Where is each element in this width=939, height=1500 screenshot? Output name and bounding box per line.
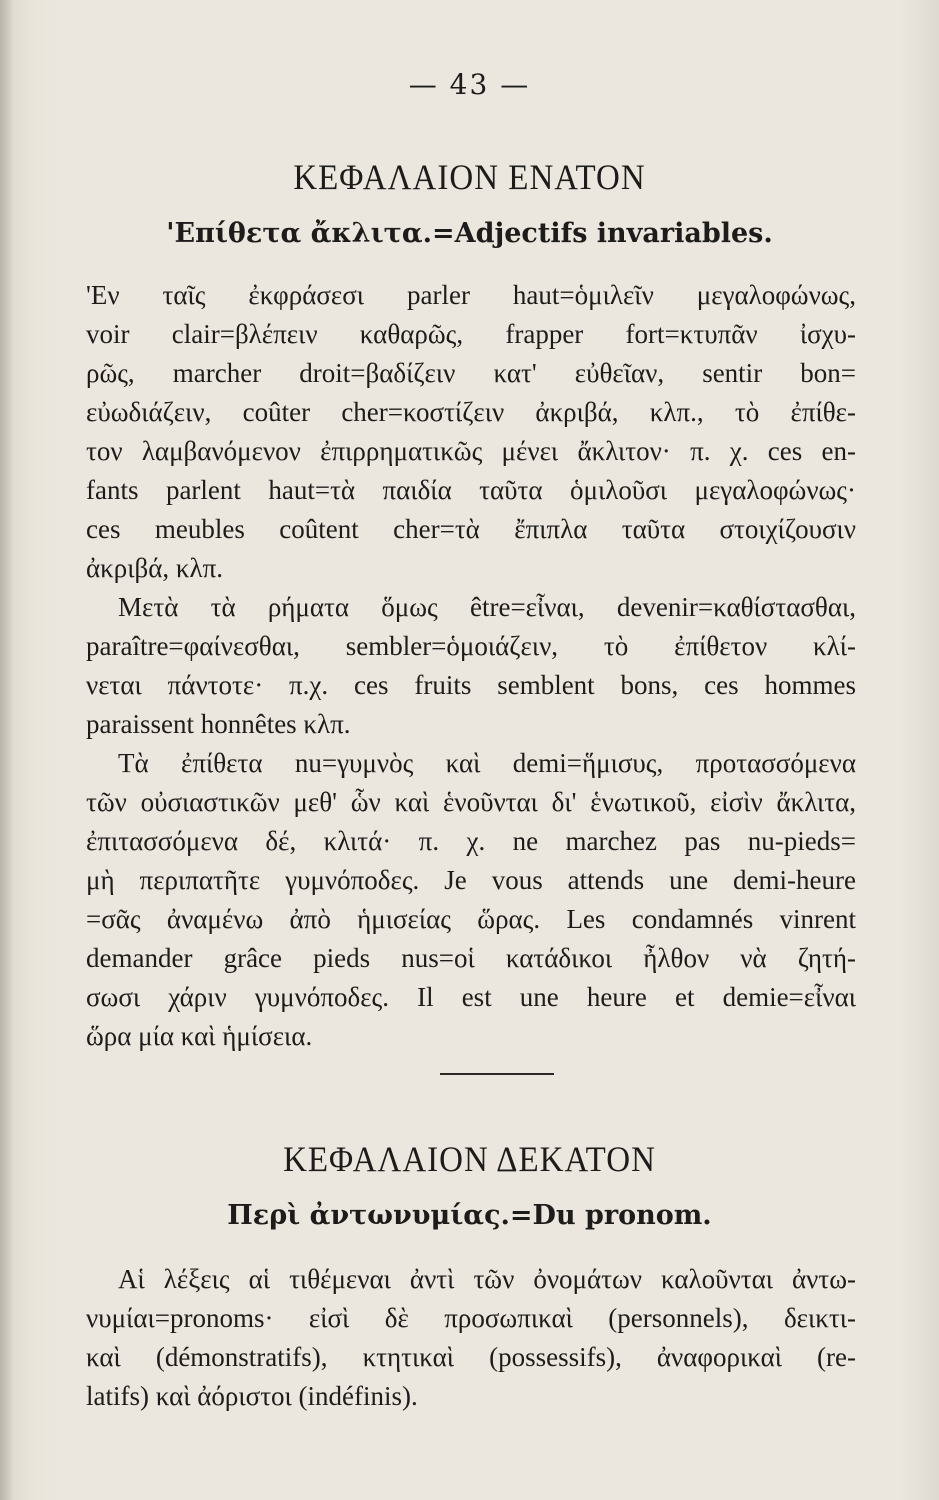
section-divider xyxy=(440,1073,554,1075)
text-line: fants parlent haut=τὰ παιδία ταῦτα ὁμιλοῦσι μεγαλοφώνως· xyxy=(86,475,856,505)
text-line: τῶν οὐσιαστικῶν μεθ' ὧν καὶ ἑνοῦνται δι' ἑνωτικοῦ, εἰσὶν ἄκλιτα, xyxy=(86,787,856,817)
text-line: latifs) καὶ ἀόριστοι (indéfinis). xyxy=(86,1381,418,1411)
chapter-10-title: ΚΕΦΑΛΑΙΟΝ ΔΕΚΑΤΟΝ xyxy=(283,1140,656,1180)
text-line: 'Εν ταῖς ἐκφράσεσι parler haut=ὁμιλεῖν μεγαλοφώνως, xyxy=(86,280,856,310)
text-line: demander grâce pieds nus=οἱ κατάδικοι ἦλθον νὰ ζητή- xyxy=(86,943,856,973)
text-line: ὥρα μία καὶ ἡμίσεια. xyxy=(86,1021,313,1051)
text-line: σωσι χάριν γυμνόποδες. Il est une heure et demie=εἶναι xyxy=(86,982,856,1012)
text-line: ces meubles coûtent cher=τὰ ἔπιπλα ταῦτα στοιχίζουσιν xyxy=(86,514,856,544)
text-line: paraître=φαίνεσθαι, sembler=ὁμοιάζειν, τὸ ἐπίθετον κλί- xyxy=(86,631,856,661)
text-line: ἀκριβά, κλπ. xyxy=(86,553,223,583)
text-line: τον λαμβανόμενον ἐπιρρηματικῶς μένει ἄκλιτον· π. χ. ces en- xyxy=(86,436,856,466)
text-line: νυμίαι=pronoms· εἰσὶ δὲ προσωπικαὶ (personnels), δεικτι- xyxy=(86,1303,856,1333)
chapter-9-section-title: 'Επίθετα ἄκλιτα.=Adjectifs invariables. xyxy=(166,218,773,249)
text-line: καὶ (démonstratifs), κτητικαὶ (possessifs), ἀναφορικαὶ (re- xyxy=(86,1342,856,1372)
text-line: ἐπιτασσόμενα δέ, κλιτά· π. χ. ne marchez pas nu-pieds= xyxy=(86,826,856,856)
page-number: — 43 — xyxy=(408,68,531,101)
text-line: εὐωδιάζειν, coûter cher=κοστίζειν ἀκριβά, κλπ., τὸ ἐπίθε- xyxy=(86,397,856,427)
text-line: =σᾶς ἀναμένω ἀπὸ ἡμισείας ὥρας. Les condamnés vinrent xyxy=(86,904,856,934)
text-line: ρῶς, marcher droit=βαδίζειν κατ' εὐθεῖαν, sentir bon= xyxy=(86,358,856,388)
text-line: Αἱ λέξεις αἱ τιθέμεναι ἀντὶ τῶν ὀνομάτων καλοῦνται ἀντω- xyxy=(118,1264,856,1294)
text-line: Μετὰ τὰ ρήματα ὅμως être=εἶναι, devenir=καθίστασθαι, xyxy=(118,592,856,622)
chapter-9-title: ΚΕΦΑΛΑΙΟΝ ΕΝΑΤΟΝ xyxy=(293,158,646,198)
text-line: νεται πάντοτε· π.χ. ces fruits semblent bons, ces hommes xyxy=(86,670,856,700)
text-line: voir clair=βλέπειν καθαρῶς, frapper fort=κτυπᾶν ἰσχυ- xyxy=(86,319,856,349)
text-line: Τὰ ἐπίθετα nu=γυμνὸς καὶ demi=ἥμισυς, προτασσόμενα xyxy=(118,748,856,778)
text-line: paraissent honnêtes κλπ. xyxy=(86,709,351,739)
chapter-10-section-title: Περὶ ἀντωνυμίας.=Du pronom. xyxy=(227,1200,712,1231)
text-line: μὴ περιπατῆτε γυμνόποδες. Je vous attends une demi-heure xyxy=(86,865,856,895)
